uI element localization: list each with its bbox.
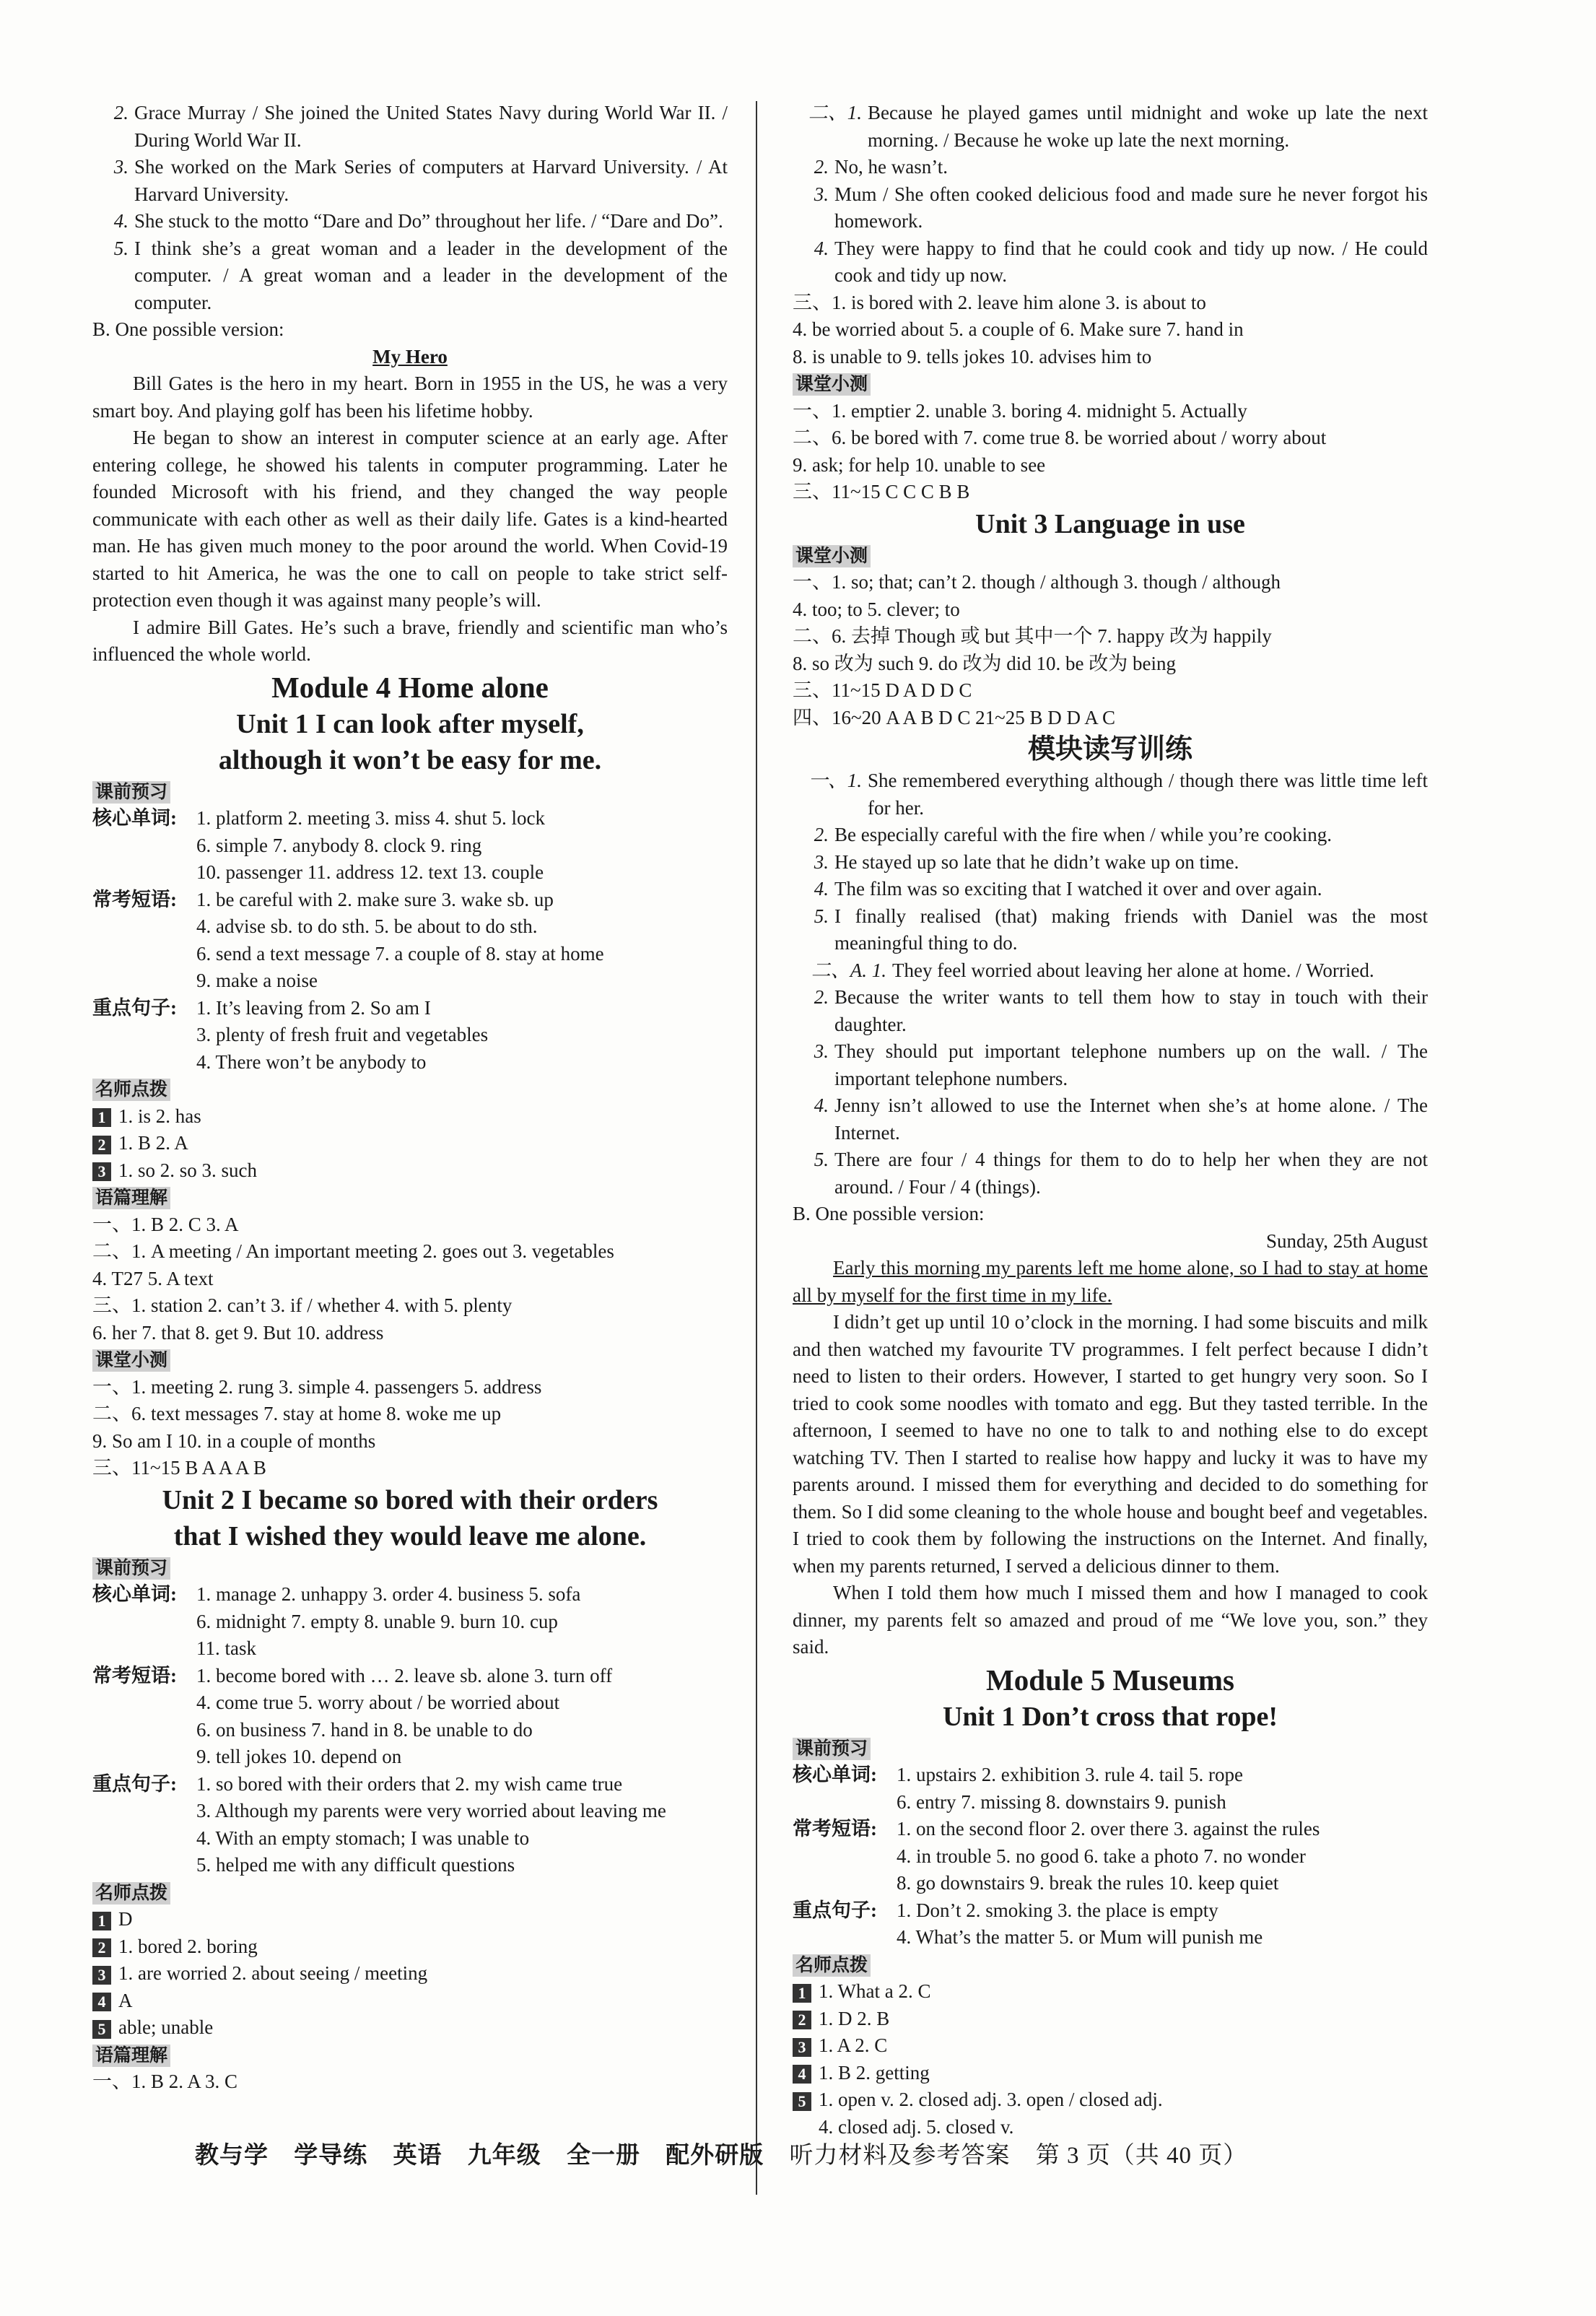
quiz-answers: 9. So am I 10. in a couple of months [92, 1429, 376, 1452]
core-words-line [92, 1608, 728, 1636]
section-badge: 名师点拨 [793, 1954, 871, 1977]
tip-number-badge: 4 [92, 1993, 111, 2011]
key-sentences-answers: 3. Although my parents were very worried about leaving me [196, 1800, 666, 1821]
tip-line [793, 2086, 1428, 2114]
section-badge: 课堂小测 [793, 373, 871, 396]
key-sentences-answers: 1. Don’t 2. smoking 3. the place is empty [897, 1899, 1218, 1921]
reading-answers: 一、1. B 2. A 3. C [92, 2071, 238, 2092]
item-text: They should put important telephone numbers up on the wall. / The important telephone numbers. [834, 1040, 1428, 1089]
key-sentences-line [92, 1852, 728, 1879]
tip-line [92, 1960, 728, 1988]
core-words-label [92, 1608, 196, 1636]
module-practice-title: 模块读写训练 [1027, 734, 1192, 765]
quiz-answers: 二、6. 去掉 Though 或 but 其中一个 7. happy 改为 happily [793, 625, 1272, 647]
tip-line [92, 1130, 728, 1157]
common-phrases-label: 常考短语: [92, 1664, 177, 1686]
item-text: There are four / 4 things for them to do to help her when they are not around. / Four / 4 (things). [834, 1149, 1428, 1198]
key-sentences-label [793, 1924, 897, 1951]
tip-number-badge: 5 [92, 2020, 111, 2039]
common-phrases-line [92, 1663, 728, 1690]
key-sentences-line [92, 995, 728, 1022]
quiz-answers: 9. ask; for help 10. unable to see [793, 453, 1046, 476]
tip-number-badge: 1 [92, 1108, 111, 1127]
reading-answers: 6. her 7. that 8. get 9. But 10. address [92, 1321, 384, 1344]
common-phrases-label [92, 1689, 196, 1717]
common-phrases-answers: 4. come true 5. worry about / be worried about [196, 1692, 560, 1713]
key-sentences-label [92, 1852, 196, 1879]
common-phrases-answers: 1. be careful with 2. make sure 3. wake sb. up [196, 888, 554, 910]
tip-number-badge: 1 [793, 1984, 811, 2003]
item-text: Because the writer wants to tell them how to stay in touch with their daughter. [834, 986, 1428, 1035]
essay-paragraph: I admire Bill Gates. He’s such a brave, friendly and scientific man who’s influenced the whole world. [92, 616, 728, 665]
common-phrases-line [92, 967, 728, 995]
core-words-label: 核心单词: [92, 1583, 177, 1605]
quiz-answers: 二、6. text messages 7. stay at home 8. woke me up [92, 1403, 502, 1424]
core-words-answers: 1. platform 2. meeting 3. miss 4. shut 5. lock [196, 807, 545, 829]
core-words-line [92, 832, 728, 860]
common-phrases-answers: 4. advise sb. to do sth. 5. be about to do sth. [196, 915, 538, 937]
item-text: I finally realised (that) making friends with Daniel was the most meaningful thing to do. [834, 905, 1428, 954]
tip-answers: 1. What a 2. C [819, 1980, 931, 2002]
item-number: 2. [113, 102, 128, 123]
answer-item [793, 1092, 1428, 1146]
tip-number-badge: 3 [92, 1162, 111, 1181]
common-phrases-label [92, 941, 196, 968]
key-sentences-line [793, 1924, 1428, 1951]
item-text: No, he wasn’t. [834, 156, 948, 178]
section-badge: 课前预习 [793, 1738, 871, 1760]
tip-line [92, 1988, 728, 2015]
common-phrases-answers: 8. go downstairs 9. break the rules 10. keep quiet [897, 1872, 1279, 1894]
unit-title: Unit 3 Language in use [975, 508, 1245, 539]
tip-line [92, 1906, 728, 1933]
answer-item [793, 154, 1428, 181]
item-number: 5. [113, 237, 128, 259]
item-number: 4. [814, 237, 829, 259]
quiz-answers: 三、11~15 D A D D C [793, 679, 972, 701]
tip-line [793, 2060, 1428, 2087]
common-phrases-answers: 6. send a text message 7. a couple of 8. stay at home [196, 942, 604, 965]
version-label: B. One possible version: [92, 318, 284, 340]
item-text: They were happy to find that he could cook and tidy up now. / He could cook and tidy up now. [834, 237, 1428, 286]
core-words-line [92, 1581, 728, 1608]
core-words-answers: 1. upstairs 2. exhibition 3. rule 4. tail 5. rope [897, 1764, 1243, 1785]
essay-first-paragraph: Early this morning my parents left me home alone, so I had to stay at home all by myself for the first time in my life. [793, 1257, 1428, 1306]
common-phrases-label [92, 913, 196, 941]
common-phrases-label: 常考短语: [92, 888, 177, 910]
answer-item [793, 903, 1428, 957]
tip-answers: 1. are worried 2. about seeing / meeting [118, 1962, 428, 1984]
essay-date: Sunday, 25th August [1265, 1229, 1428, 1252]
essay-paragraph: Bill Gates is the hero in my heart. Born in 1955 in the US, he was a very smart boy. And playing golf has been his lifetime hobby. [92, 373, 728, 422]
core-words-answers: 1. manage 2. unhappy 3. order 4. business 5. sofa [196, 1583, 581, 1605]
quiz-answers: 三、11~15 C C C B B [793, 481, 970, 502]
section-badge: 名师点拨 [92, 1079, 170, 1101]
key-sentences-answers: 4. There won’t be anybody to [196, 1050, 427, 1073]
item-number: 4. [814, 878, 829, 900]
tip-number-badge: 2 [92, 1938, 111, 1957]
answer-item [793, 957, 1428, 985]
common-phrases-answers: 1. on the second floor 2. over there 3. against the rules [897, 1818, 1320, 1840]
tip-line [92, 1157, 728, 1185]
item-text: Grace Murray / She joined the United States Navy during World War II. / During World War II. [134, 102, 728, 151]
quiz-answers: 4. too; to 5. clever; to [793, 598, 960, 620]
key-sentences-answers: 5. helped me with any difficult questions [196, 1854, 515, 1876]
quiz-answers: 一、1. meeting 2. rung 3. simple 4. passengers 5. address [92, 1375, 542, 1398]
common-phrases-answers: 4. in trouble 5. no good 6. take a photo 7. no wonder [897, 1845, 1306, 1867]
item-text: She remembered everything although / though there was little time left for her. [868, 770, 1428, 819]
item-text: Jenny isn’t allowed to use the Internet when she’s at home alone. / The Internet. [834, 1094, 1428, 1144]
answer-item [793, 1038, 1428, 1092]
fill-answers: 8. is unable to 9. tells jokes 10. advises him to [793, 345, 1152, 367]
answer-item [92, 235, 728, 317]
common-phrases-line [92, 1717, 728, 1744]
core-words-line [793, 1762, 1428, 1789]
common-phrases-label [793, 1870, 897, 1897]
essay-title: My Hero [372, 345, 448, 367]
common-phrases-line [793, 1870, 1428, 1897]
common-phrases-line [793, 1816, 1428, 1843]
core-words-line [92, 1635, 728, 1663]
common-phrases-line [92, 887, 728, 914]
item-number: 4. [113, 210, 128, 232]
core-words-line [92, 859, 728, 887]
item-number: 5. [814, 1149, 829, 1170]
quiz-answers: 一、1. emptier 2. unable 3. boring 4. midnight 5. Actually [793, 399, 1247, 422]
answer-item [793, 235, 1428, 290]
answer-item [793, 849, 1428, 876]
common-phrases-line [92, 1743, 728, 1771]
section-badge: 课堂小测 [793, 545, 871, 567]
module-title: Module 5 Museums [986, 1663, 1234, 1697]
core-words-label: 核心单词: [793, 1764, 877, 1785]
item-number: 二、1. [808, 102, 862, 123]
tip-number-badge: 1 [92, 1912, 111, 1930]
answer-item [793, 822, 1428, 849]
core-words-answers: 11. task [196, 1637, 256, 1659]
footer-edition: 配外研版 [666, 2143, 764, 2169]
essay-paragraph: I didn’t get up until 10 o’clock in the morning. I had some biscuits and milk and then watched my favourite TV programmes. I felt perfect because I didn’t need to listen to their orders. However, I started to get hungry very soon. So I tried to cook some noodles with tomato and egg. But they tasted terrible. In the afternoon, I seemed to have no one to talk to and nothing else to do except watching TV. Then I started to realise how happy and lucky it was to have my parents around. I missed them for everything and decided to do something for them. So I did some cleaning to the whole house and bought beef and vegetables. I tried to cook them by following the instructions on the Internet. And finally, when my parents returned, I served a delicious dinner to them. [793, 1311, 1428, 1577]
quiz-answers: 二、6. be bored with 7. come true 8. be worried about / worry about [793, 427, 1327, 448]
tip-answers: 1. B 2. A [118, 1132, 188, 1154]
reading-answers: 4. T27 5. A text [92, 1267, 214, 1289]
page-footer [195, 2143, 1266, 2170]
item-text: Because he played games until midnight and woke up late the next morning. / Because he woke up late the next morning. [868, 102, 1428, 151]
section-badge: 名师点拨 [92, 1882, 170, 1904]
left-column [92, 100, 728, 2096]
quiz-answers: 三、11~15 B A A A B [92, 1457, 266, 1479]
item-number: 二、A. 1. [811, 959, 886, 981]
quiz-answers: 四、16~20 A A B D C 21~25 B D D A C [793, 706, 1116, 728]
item-text: Be especially careful with the fire when / while you’re cooking. [834, 824, 1333, 845]
tip-line [793, 1978, 1428, 2006]
tip-number-badge: 2 [92, 1136, 111, 1154]
common-phrases-label [92, 1717, 196, 1744]
common-phrases-label: 常考短语: [793, 1818, 877, 1840]
common-phrases-answers: 9. tell jokes 10. depend on [196, 1746, 402, 1767]
common-phrases-answers: 9. make a noise [196, 970, 318, 991]
unit-title: Unit 2 I became so bored with their orders [162, 1484, 658, 1515]
footer-brand-2: 学导练 [294, 2143, 368, 2169]
tip-number-badge: 2 [793, 2011, 811, 2029]
unit-title: Unit 1 Don’t cross that rope! [942, 1701, 1278, 1732]
item-number: 2. [814, 986, 829, 1008]
tip-line [92, 2014, 728, 2042]
core-words-answers: 6. midnight 7. empty 8. unable 9. burn 10. cup [196, 1610, 558, 1632]
key-sentences-label: 重点句子: [793, 1899, 877, 1921]
tip-answers: 1. so 2. so 3. such [118, 1159, 258, 1181]
section-badge: 课堂小测 [92, 1349, 170, 1372]
key-sentences-line [92, 1049, 728, 1076]
common-phrases-label [92, 967, 196, 995]
tip-answers: 4. closed adj. 5. closed v. [819, 2115, 1014, 2138]
common-phrases-line [92, 913, 728, 941]
core-words-answers: 10. passenger 11. address 12. text 13. couple [196, 861, 544, 883]
core-words-answers: 6. simple 7. anybody 8. clock 9. ring [196, 834, 482, 856]
footer-page-number: 第 3 页（共 40 页） [1035, 2143, 1248, 2169]
tip-answers: 1. is 2. has [118, 1105, 201, 1127]
common-phrases-line [793, 1843, 1428, 1871]
unit-title: Unit 1 I can look after myself, [236, 708, 584, 739]
tip-number-badge: 5 [793, 2092, 811, 2111]
key-sentences-label [92, 1798, 196, 1825]
key-sentences-label [92, 1022, 196, 1049]
footer-volume: 全一册 [567, 2143, 640, 2169]
core-words-label [793, 1789, 897, 1816]
key-sentences-line [793, 1897, 1428, 1925]
tip-line [92, 1933, 728, 1961]
answer-item [92, 208, 728, 235]
core-words-line [793, 1789, 1428, 1816]
quiz-answers: 8. so 改为 such 9. do 改为 did 10. be 改为 being [793, 652, 1176, 674]
key-sentences-label [92, 1049, 196, 1076]
tip-answers: 1. open v. 2. closed adj. 3. open / closed adj. [819, 2089, 1163, 2110]
core-words-label [92, 859, 196, 887]
tip-number-badge: 3 [793, 2038, 811, 2057]
answer-item [92, 100, 728, 154]
key-sentences-answers: 4. What’s the matter 5. or Mum will punish me [897, 1926, 1263, 1948]
key-sentences-line [92, 1798, 728, 1825]
item-number: 2. [814, 156, 829, 178]
answer-item [793, 984, 1428, 1038]
tip-answers: 1. A 2. C [819, 2034, 888, 2056]
fill-answers: 三、1. is bored with 2. leave him alone 3. is about to [793, 291, 1206, 313]
unit-title-line2: although it won’t be easy for me. [218, 744, 602, 775]
common-phrases-answers: 1. become bored with … 2. leave sb. alone 3. turn off [196, 1664, 613, 1686]
tip-number-badge: 3 [92, 1966, 111, 1985]
item-number: 一、1. [808, 770, 862, 791]
reading-answers: 三、1. station 2. can’t 3. if / whether 4. with 5. plenty [92, 1294, 513, 1316]
core-words-answers: 6. entry 7. missing 8. downstairs 9. punish [897, 1790, 1226, 1813]
section-badge: 课前预习 [92, 781, 170, 804]
column-divider [756, 101, 757, 2195]
footer-brand-1: 教与学 [195, 2143, 269, 2169]
key-sentences-answers: 1. It’s leaving from 2. So am I [196, 996, 431, 1019]
core-words-label [92, 1635, 196, 1663]
key-sentences-answers: 4. With an empty stomach; I was unable to [196, 1827, 530, 1849]
key-sentences-line [92, 1022, 728, 1049]
tip-answers: D [118, 1908, 133, 1930]
item-text: Mum / She often cooked delicious food and made sure he never forgot his homework. [834, 183, 1428, 232]
core-words-label [92, 832, 196, 860]
item-number: 4. [814, 1094, 829, 1116]
key-sentences-answers: 1. so bored with their orders that 2. my wish came true [196, 1772, 623, 1795]
item-text: He stayed up so late that he didn’t wake up on time. [834, 850, 1239, 873]
item-number: 5. [814, 905, 829, 927]
common-phrases-line [92, 1689, 728, 1717]
module-title: Module 4 Home alone [271, 670, 549, 704]
core-words-label: 核心单词: [92, 807, 177, 829]
answer-item [793, 767, 1428, 822]
section-badge: 语篇理解 [92, 1187, 170, 1209]
item-text: She stuck to the motto “Dare and Do” throughout her life. / “Dare and Do”. [134, 210, 723, 232]
quiz-answers: 一、1. so; that; can’t 2. though / although 3. though / although [793, 571, 1281, 593]
key-sentences-answers: 3. plenty of fresh fruit and vegetables [196, 1024, 489, 1045]
footer-subject: 英语 [393, 2143, 442, 2169]
fill-answers: 4. be worried about 5. a couple of 6. Make sure 7. hand in [793, 318, 1244, 340]
right-column [793, 100, 1428, 2141]
core-words-line [92, 805, 728, 832]
essay-paragraph: When I told them how much I missed them and how I managed to cook dinner, my parents felt so amazed and proud of me “We love you, son.” they said. [793, 1582, 1428, 1658]
section-badge: 语篇理解 [92, 2045, 170, 2067]
common-phrases-answers: 6. on business 7. hand in 8. be unable to do [196, 1718, 533, 1741]
reading-answers: 一、1. B 2. C 3. A [92, 1213, 239, 1235]
key-sentences-line [92, 1825, 728, 1853]
answer-item [793, 181, 1428, 235]
item-text: The film was so exciting that I watched it over and over again. [834, 878, 1322, 900]
tip-line [793, 2032, 1428, 2060]
item-number: 3. [814, 850, 829, 873]
section-badge: 课前预习 [92, 1557, 170, 1580]
answer-item [793, 876, 1428, 903]
item-text: She worked on the Mark Series of computers at Harvard University. / At Harvard University. [134, 156, 728, 205]
tip-line [793, 2006, 1428, 2033]
key-sentences-label: 重点句子: [92, 996, 177, 1019]
common-phrases-label [92, 1743, 196, 1771]
footer-section: 听力材料及参考答案 [789, 2143, 1011, 2169]
answer-item [92, 154, 728, 208]
item-number: 3. [814, 1040, 829, 1062]
tip-answers: 1. D 2. B [819, 2007, 890, 2029]
tip-answers: 1. bored 2. boring [118, 1935, 258, 1957]
item-number: 3. [113, 156, 128, 178]
answer-item [793, 100, 1428, 154]
item-text: I think she’s a great woman and a leader in the development of the computer. / A great woman and a leader in the development of the computer. [134, 237, 728, 313]
common-phrases-line [92, 941, 728, 968]
item-number: 2. [814, 824, 829, 845]
unit-title-line2: that I wished they would leave me alone. [173, 1520, 647, 1551]
tip-answers: able; unable [118, 2016, 214, 2038]
essay-paragraph: He began to show an interest in computer science at an early age. After entering college, he showed his talents in computer programming. Later he founded Microsoft with his friend, and they changed the way people communicate with each other as well as their daily life. Gates is a kind-hearted man. He has given much money to the poor around the world. When Covid-19 started to hit America, he was the one to call on people to take strict self-protection even though it was against many people’s will. [92, 427, 728, 611]
reading-answers: 二、1. A meeting / An important meeting 2. goes out 3. vegetables [92, 1240, 614, 1262]
key-sentences-label [92, 1825, 196, 1853]
footer-grade: 九年级 [467, 2143, 541, 2169]
version-label: B. One possible version: [793, 1203, 985, 1224]
tip-answers: 1. B 2. getting [819, 2061, 930, 2084]
answer-item [793, 1146, 1428, 1201]
key-sentences-line [92, 1771, 728, 1798]
item-number: 3. [814, 183, 829, 205]
tip-answers: A [118, 1989, 133, 2011]
item-text: They feel worried about leaving her alone at home. / Worried. [892, 959, 1374, 981]
tip-line [92, 1103, 728, 1131]
key-sentences-label: 重点句子: [92, 1772, 177, 1795]
tip-number-badge: 4 [793, 2065, 811, 2084]
common-phrases-label [793, 1843, 897, 1871]
